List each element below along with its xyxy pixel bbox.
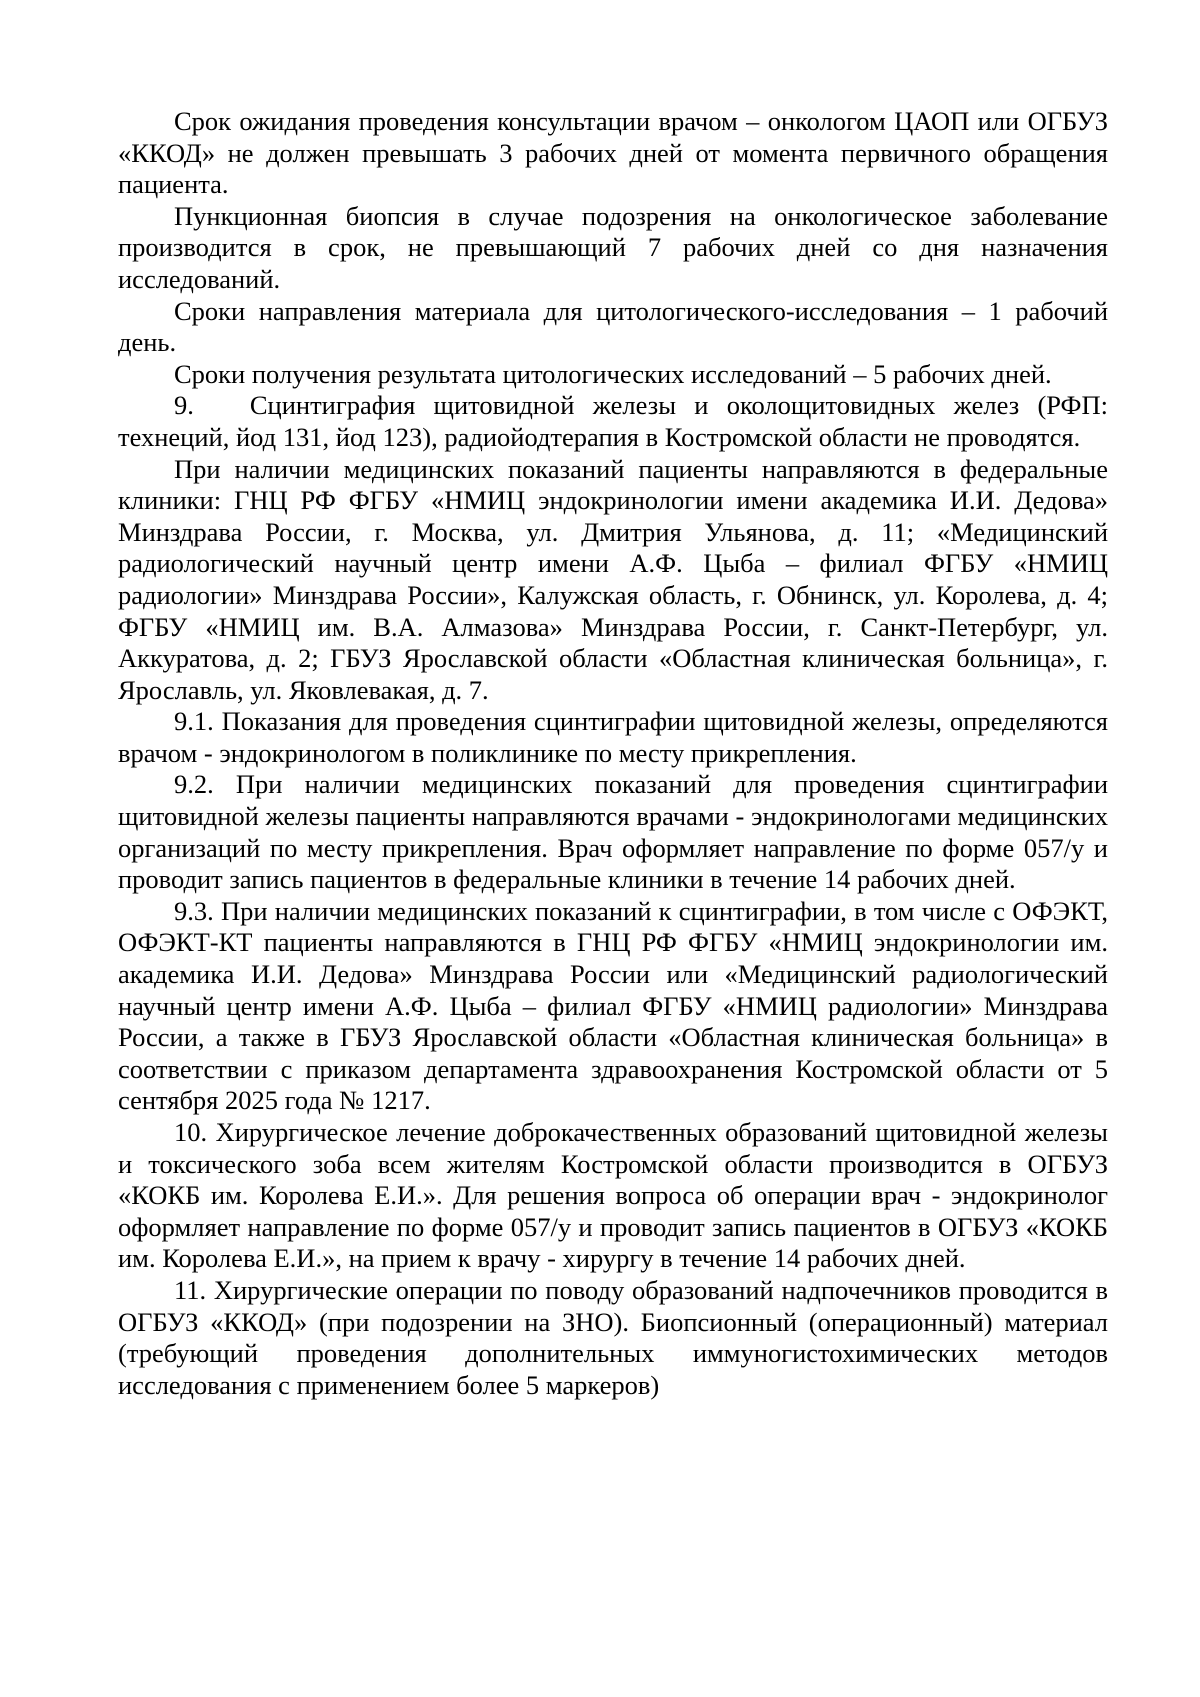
paragraph-cytology-referral: Сроки направления материала для цитологического-исследования – 1 рабочий день. [118,295,1108,358]
paragraph-cytology-results: Сроки получения результата цитологических исследований – 5 рабочих дней. [174,358,1052,389]
paragraph-item-9-3: 9.3. При наличии медицинских показаний к сцинтиграфии, в том числе с ОФЭКТ, ОФЭКТ-КТ пациенты направляются в ГНЦ РФ ФГБУ «НМИЦ эндокринологии им. академика И.И. Дедова» Минздрава России или «Медицинский радиологический научный центр имени А.Ф. Цыба – филиал ФГБУ «НМИЦ радиологии» Минздрава России, а также в ГБУЗ Ярославской области «Областная клиническая больница» в соответствии с приказом департамента здравоохранения Костромской области от 5 сентября 2025 года № 1217. [118,895,1108,1116]
paragraph-item-10: 10. Хирургическое лечение доброкачественных образований щитовидной железы и токсического зоба всем жителям Костромской области производится в ОГБУЗ «КОКБ им. Королева Е.И.». Для решения вопроса об операции врач - эндокринолог оформляет направление по форме 057/у и проводит запись пациентов в ОГБУЗ «КОКБ им. Королева Е.И.», на прием к врачу - хирургу в течение 14 рабочих дней. [118,1117,1108,1274]
paragraph-consultation-wait: Срок ожидания проведения консультации врачом – онкологом ЦАОП или ОГБУЗ «ККОД» не должен превышать 3 рабочих дней от момента первичного обращения пациента. [118,106,1108,200]
document-page [118,106,1108,1401]
paragraph-item-9 [118,390,1108,453]
item-9-number: 9. [174,390,194,421]
paragraph-federal-clinics: При наличии медицинских показаний пациенты направляются в федеральные клиники: ГНЦ РФ ФГБУ «НМИЦ эндокринологии имени академика И.И. Дедова» Минздрава России, г. Москва, ул. Дмитрия Ульянова, д. 11; «Медицинский радиологический научный центр имени А.Ф. Цыба – филиал ФГБУ «НМИЦ радиологии» Минздрава России», Калужская область, г. Обнинск, ул. Королева, д. 4; ФГБУ «НМИЦ им. В.А. Алмазова» Минздрава России, г. Санкт-Петербург, ул. Аккуратова, д. 2; ГБУЗ Ярославской области «Областная клиническая больница», г. Ярославль, ул. Яковлевакая, д. 7. [118,453,1108,705]
paragraph-item-11: 11. Хирургические операции по поводу образований надпочечников проводится в ОГБУЗ «ККОД» (при подозрении на ЗНО). Биопсионный (операционный) материал (требующий проведения дополнительных иммуногистохимических методов исследования с применением более 5 маркеров) [118,1274,1108,1400]
paragraph-puncture-biopsy: Пункционная биопсия в случае подозрения на онкологическое заболевание производится в срок, не превышающий 7 рабочих дней со дня назначения исследований. [118,200,1108,294]
item-9-text: Сцинтиграфия щитовидной железы и околощитовидных желез (РФП: технеций, йод 131, йод 123), радиойодтерапия в Костромской области не проводятся. [118,390,1108,452]
paragraph-item-9-1: 9.1. Показания для проведения сцинтиграфии щитовидной железы, определяются врачом - эндокринологом в поликлинике по месту прикрепления. [118,706,1108,768]
paragraph-item-9-2: 9.2. При наличии медицинских показаний для проведения сцинтиграфии щитовидной железы пациенты направляются врачами - эндокринологами медицинских организаций по месту прикрепления. Врач оформляет направление по форме 057/у и проводит запись пациентов в федеральные клиники в течение 14 рабочих дней. [118,769,1108,895]
